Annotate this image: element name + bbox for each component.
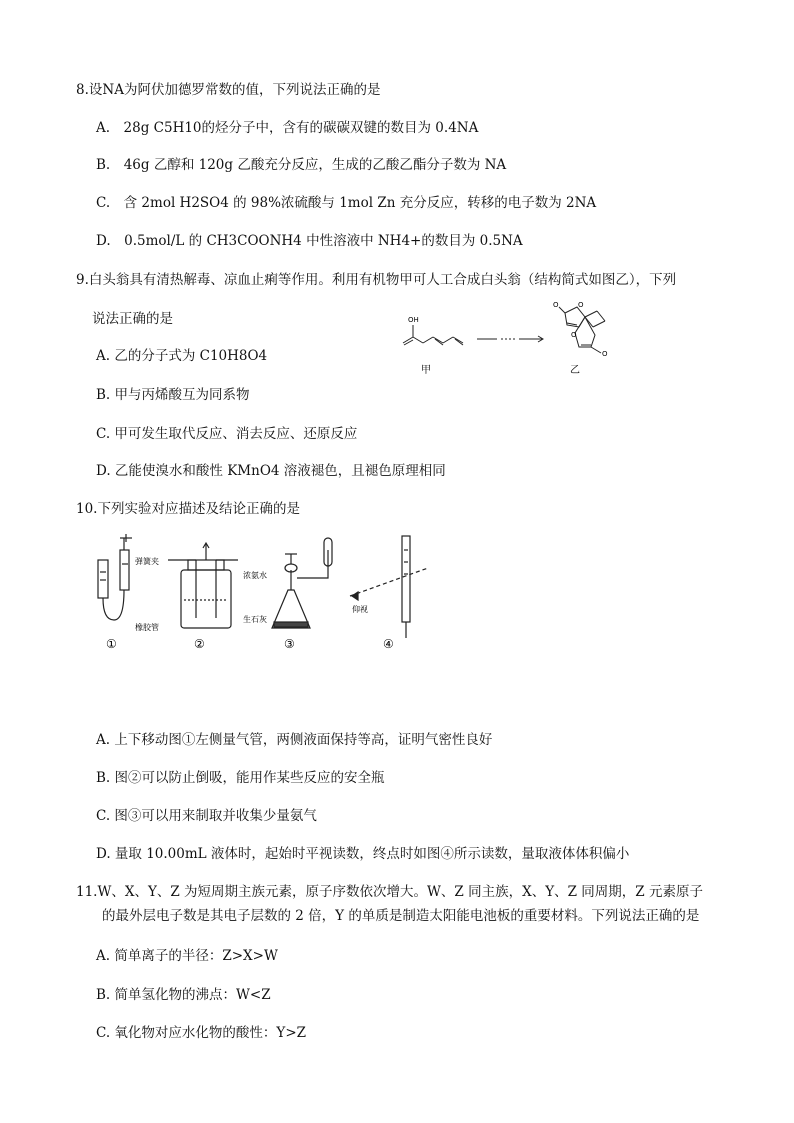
apparatus-4-burette — [350, 536, 428, 638]
apparatus-1-gas-burette — [98, 534, 132, 620]
q9-option-d: D. 乙能使溴水和酸性 KMnO4 溶液褪色，且褪色原理相同 — [96, 463, 446, 479]
reaction-arrow — [477, 336, 543, 342]
label-yangshi: 仰视 — [352, 605, 368, 614]
q9-stem-line2: 说法正确的是 — [92, 311, 173, 327]
q10-option-d: D. 量取 10.00mL 液体时，起始时平视读数，终点时如图④所示读数，量取液体体积偏小 — [96, 846, 630, 862]
q8-option-a: A. 28g C5H10的烃分子中，含有的碳碳双键的数目为 0.4NA — [96, 120, 479, 136]
q9-reaction-figure — [395, 295, 625, 380]
label-jia: 甲 — [421, 365, 431, 376]
q9-option-a: A. 乙的分子式为 C10H8O4 — [96, 348, 268, 364]
q8-option-c: C. 含 2mol H2SO4 的 98%浓硫酸与 1mol Zn 充分反应，转移的电子数为 2NA — [96, 195, 597, 211]
apparatus-2-safety-bottle — [168, 543, 238, 628]
figure-label-1: ① — [106, 637, 117, 651]
q11-stem-line1: 11.W、X、Y、Z 为短周期主族元素，原子序数依次增大。W、Z 同主族，X、Y、Z 同周期，Z 元素原子 — [76, 884, 703, 900]
q10-option-b: B. 图②可以防止倒吸，能用作某些反应的安全瓶 — [96, 770, 385, 786]
apparatus-3-ammonia-generator — [272, 538, 332, 628]
ring-o-label-1: O — [578, 301, 584, 309]
figure-label-4: ④ — [383, 637, 394, 651]
ring-o-label-2: O — [571, 331, 577, 339]
q10-option-c: C. 图③可以用来制取并收集少量氨气 — [96, 808, 317, 824]
q11-option-a: A. 简单离子的半径：Z>X>W — [96, 948, 278, 964]
q10-stem: 10.下列实验对应描述及结论正确的是 — [76, 501, 300, 517]
q8-option-b: B. 46g 乙醇和 120g 乙酸充分反应，生成的乙酸乙酯分子数为 NA — [96, 157, 507, 173]
figure-label-3: ③ — [284, 637, 295, 651]
q8-stem: 8.设NA为阿伏加德罗常数的值，下列说法正确的是 — [76, 82, 381, 98]
q9-option-c: C. 甲可发生取代反应、消去反应、还原反应 — [96, 426, 358, 442]
q9-stem-line1: 9.白头翁具有清热解毒、凉血止痢等作用。利用有机物甲可人工合成白头翁（结构简式如图乙），下列 — [76, 272, 677, 288]
q8-option-d: D. 0.5mol/L 的 CH3COONH4 中性溶液中 NH4+的数目为 0.5NA — [96, 233, 523, 249]
label-shengshihui: 生石灰 — [243, 615, 267, 624]
label-nonganshui: 浓氨水 — [243, 571, 267, 580]
compound-jia-structure — [403, 325, 463, 345]
label-tanhuangjia: 弹簧夹 — [135, 557, 159, 566]
compound-yi-structure — [559, 307, 605, 353]
figure-label-2: ② — [194, 637, 205, 651]
q10-apparatus-figure — [88, 530, 438, 655]
label-xiangjiaoguan: 橡胶管 — [135, 623, 159, 632]
q11-option-b: B. 简单氢化物的沸点：W<Z — [96, 987, 271, 1003]
q10-option-a: A. 上下移动图①左侧量气管，两侧液面保持等高，证明气密性良好 — [96, 732, 493, 748]
q9-option-b: B. 甲与丙烯酸互为同系物 — [96, 387, 250, 403]
q11-stem-line2: 的最外层电子数是其电子层数的 2 倍，Y 的单质是制造太阳能电池板的重要材料。下列说法正确的是 — [102, 908, 700, 924]
q11-option-c: C. 氧化物对应水化物的酸性：Y>Z — [96, 1025, 307, 1041]
oh-label: OH — [408, 316, 419, 324]
label-yi: 乙 — [570, 365, 580, 376]
carbonyl-o-label-1: O — [553, 301, 559, 309]
carbonyl-o-label-2: O — [602, 350, 608, 358]
